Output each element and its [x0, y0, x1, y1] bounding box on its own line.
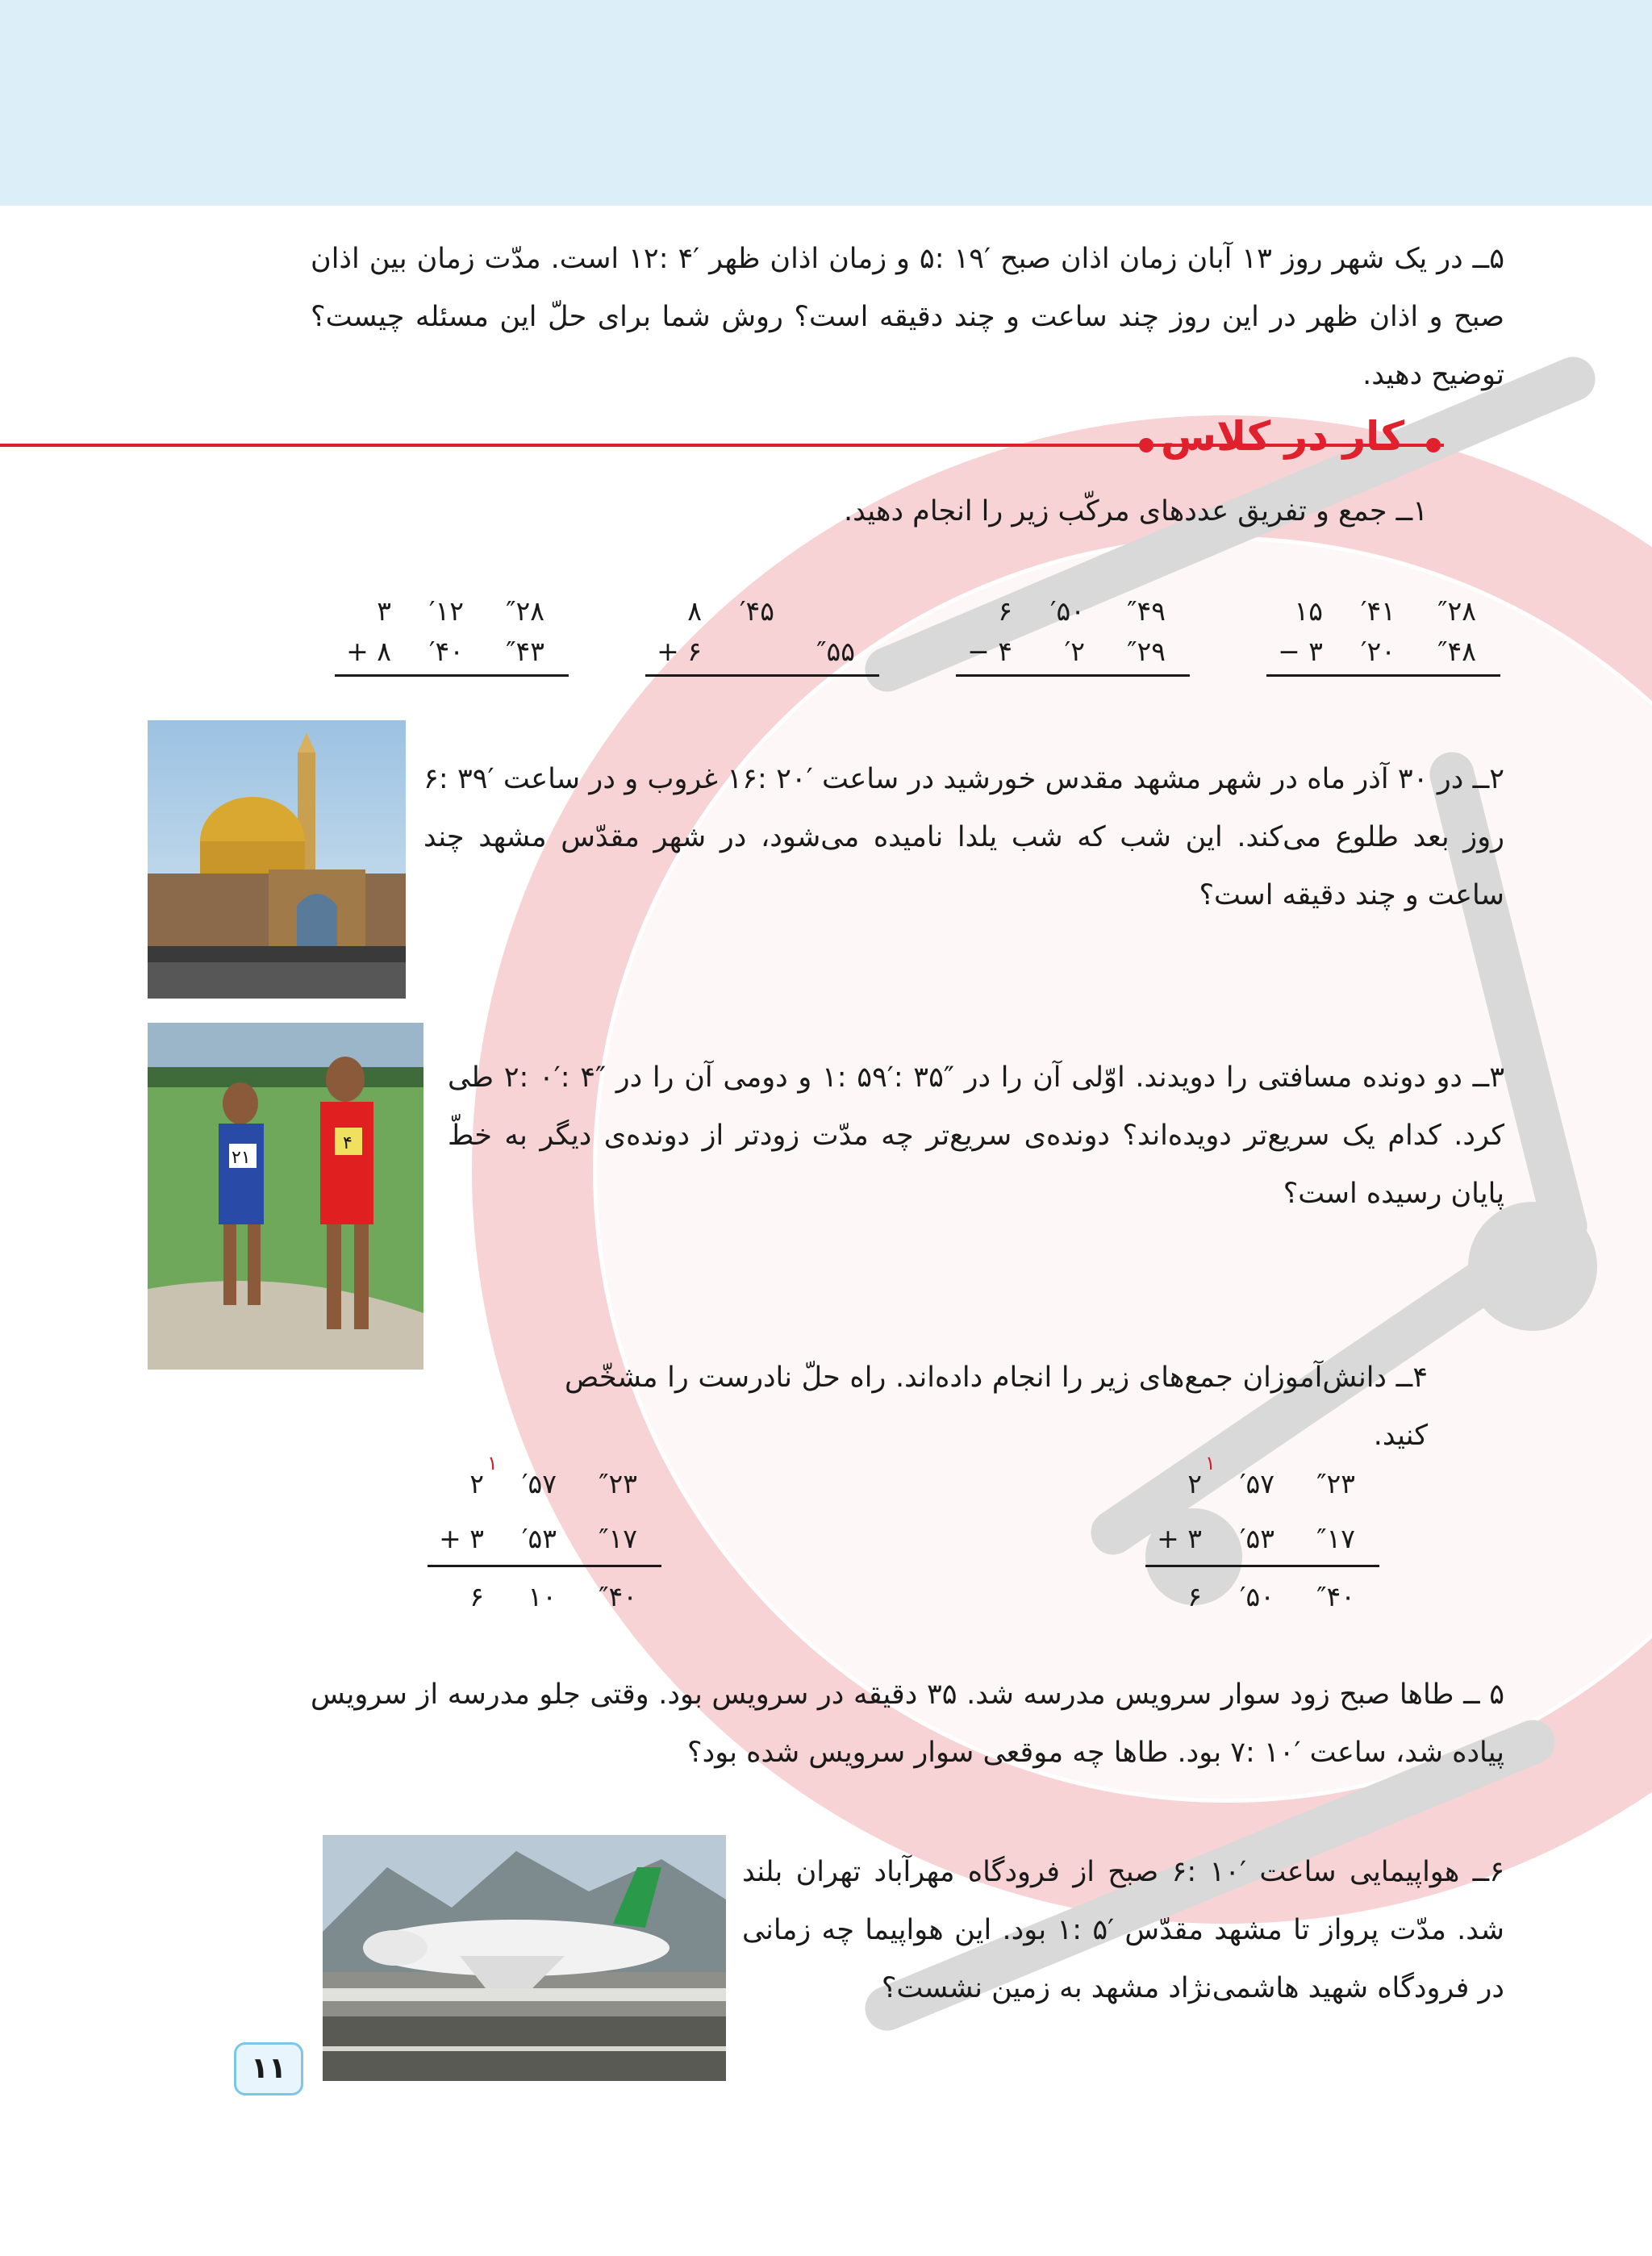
sum-hours: + ۳	[439, 1523, 484, 1554]
sum-minutes: ′۵۰	[1240, 1581, 1274, 1612]
arith-seconds: ″۲۸	[506, 595, 544, 627]
sum-hours: + ۳	[1157, 1523, 1202, 1554]
sum-seconds: ″۴۰	[1316, 1581, 1355, 1612]
sum-minutes: ′۵۳	[522, 1523, 557, 1554]
arith-degrees: + ۸	[346, 636, 391, 667]
sum-rule	[428, 1565, 661, 1567]
carry-digit: ۱	[487, 1452, 498, 1474]
student-sum-1	[1145, 1452, 1379, 1621]
sum-seconds: ″۱۷	[599, 1523, 637, 1554]
arith-rule	[645, 674, 879, 677]
arith-degrees: + ۶	[657, 636, 702, 667]
runner-1-bib: ۲۱	[232, 1148, 251, 1168]
arith-minutes: ′۴۵	[740, 595, 774, 627]
question-1: ۱ــ جمع و تفریق عددهای مرکّب زیر را انجام دهید.	[843, 495, 1428, 528]
sum-minutes: ۱۰	[528, 1581, 557, 1612]
arith-degrees: − ۴	[967, 636, 1012, 667]
arith-seconds: ″۴۸	[1437, 636, 1476, 667]
page-number: ۱۱	[234, 2042, 303, 2095]
question-2: ۲ــ در ۳۰ آذر ماه در شهر مشهد مقدس خورشید در ساعت ′۲۰ :۱۶ غروب و در ساعت ′۳۹ :۶ روز بعد طلوع می‌کند. این شب که شب یلدا نامیده می‌شود، در شهر مقدّس مشهد چند ساعت و چند دقیقه است؟	[423, 763, 1505, 911]
student-sum-2	[428, 1452, 661, 1621]
arith-seconds: ″۲۸	[1437, 595, 1476, 627]
carry-digit: ۱	[1205, 1452, 1216, 1474]
arith-rule	[956, 674, 1190, 677]
arith-rule	[1266, 674, 1500, 677]
arith-minutes: ′۵۰	[1050, 595, 1085, 627]
arith-degrees: ۶	[998, 595, 1012, 627]
runners-photo	[148, 1023, 423, 1370]
airplane-photo	[323, 1835, 726, 2081]
runner-2-bib: ۴	[343, 1133, 353, 1153]
arith-problem-4	[335, 595, 569, 700]
arith-seconds: ″۴۳	[506, 636, 544, 667]
sum-seconds: ″۲۳	[599, 1468, 637, 1499]
sum-rule	[1145, 1565, 1379, 1567]
sum-minutes: ′۵۷	[1240, 1468, 1274, 1499]
arith-degrees: ۱۵	[1294, 595, 1323, 627]
sum-hours: ۲	[1187, 1468, 1202, 1499]
arith-minutes: ′۲	[1064, 636, 1085, 667]
arith-degrees: − ۳	[1278, 636, 1323, 667]
arith-problem-1	[1266, 595, 1500, 700]
arith-minutes: ′۴۰	[429, 636, 464, 667]
section-dot-right	[1426, 438, 1441, 452]
question-4: ۴ــ دانش‌آموزان جمع‌های زیر را انجام داده‌اند. راه حلّ نادرست را مشخّص کنید.	[565, 1362, 1428, 1452]
sum-seconds: ″۲۳	[1316, 1468, 1355, 1499]
sum-seconds: ″۴۰	[599, 1581, 637, 1612]
arith-minutes: ′۱۲	[429, 595, 464, 627]
section-title: کار در کلاس	[1161, 413, 1404, 460]
arith-minutes: ′۴۱	[1361, 595, 1395, 627]
arith-seconds: ″۵۵	[816, 636, 855, 667]
arith-rule	[335, 674, 569, 677]
arith-minutes: ′۲۰	[1361, 636, 1395, 667]
sum-hours: ۲	[469, 1468, 484, 1499]
sum-hours: ۶	[469, 1581, 484, 1612]
question-5: ۵ ــ طاها صبح زود سوار سرویس مدرسه شد. ۳۵ دقیقه در سرویس بود. وقتی جلو مدرسه از سرویس پیاده شد، ساعت ′۱۰ :۷ بود. طاها چه موقعی سوار سرویس شده بود؟	[311, 1678, 1504, 1769]
problem-5-top: ۵ــ در یک شهر روز ۱۳ آبان زمان اذان صبح ′۱۹ :۵ و زمان اذان ظهر ′۴ :۱۲ است. مدّت زمان بین اذان صبح و اذان ظهر در این روز چند ساعت و چند دقیقه است؟ روش شما برای حلّ این مسئله چیست؟ توضیح دهید.	[311, 243, 1504, 391]
question-3: ۳ــ دو دونده مسافتی را دویدند. اوّلی آن را در ″۳۵ :′۵۹ :۱ و دومی آن را در ″۴ :′۰ :۲ طی کرد. کدام یک سریع‌تر دویده‌اند؟ دونده‌ی سریع‌تر چه مدّت زودتر از دونده‌ی دیگر به خطّ پایان رسیده است؟	[448, 1061, 1504, 1210]
arith-seconds: ″۴۹	[1127, 595, 1166, 627]
arith-degrees: ۳	[377, 595, 391, 627]
sum-seconds: ″۱۷	[1316, 1523, 1355, 1554]
arith-problem-2	[956, 595, 1190, 700]
arith-problem-3	[645, 595, 879, 700]
sum-hours: ۶	[1187, 1581, 1202, 1612]
arith-seconds: ″۲۹	[1127, 636, 1166, 667]
arith-degrees: ۸	[687, 595, 702, 627]
shrine-photo	[148, 720, 406, 999]
sum-minutes: ′۵۷	[522, 1468, 557, 1499]
sum-minutes: ′۵۳	[1240, 1523, 1274, 1554]
question-6: ۶ــ هواپیمایی ساعت ′۱۰ :۶ صبح از فرودگاه مهرآباد تهران بلند شد. مدّت پرواز تا مشهد مقدّس ′۵ :۱ بود. این هواپیما چه زمانی در فرودگاه شهید هاشمی‌نژاد مشهد به زمین نشست؟	[742, 1856, 1505, 2004]
